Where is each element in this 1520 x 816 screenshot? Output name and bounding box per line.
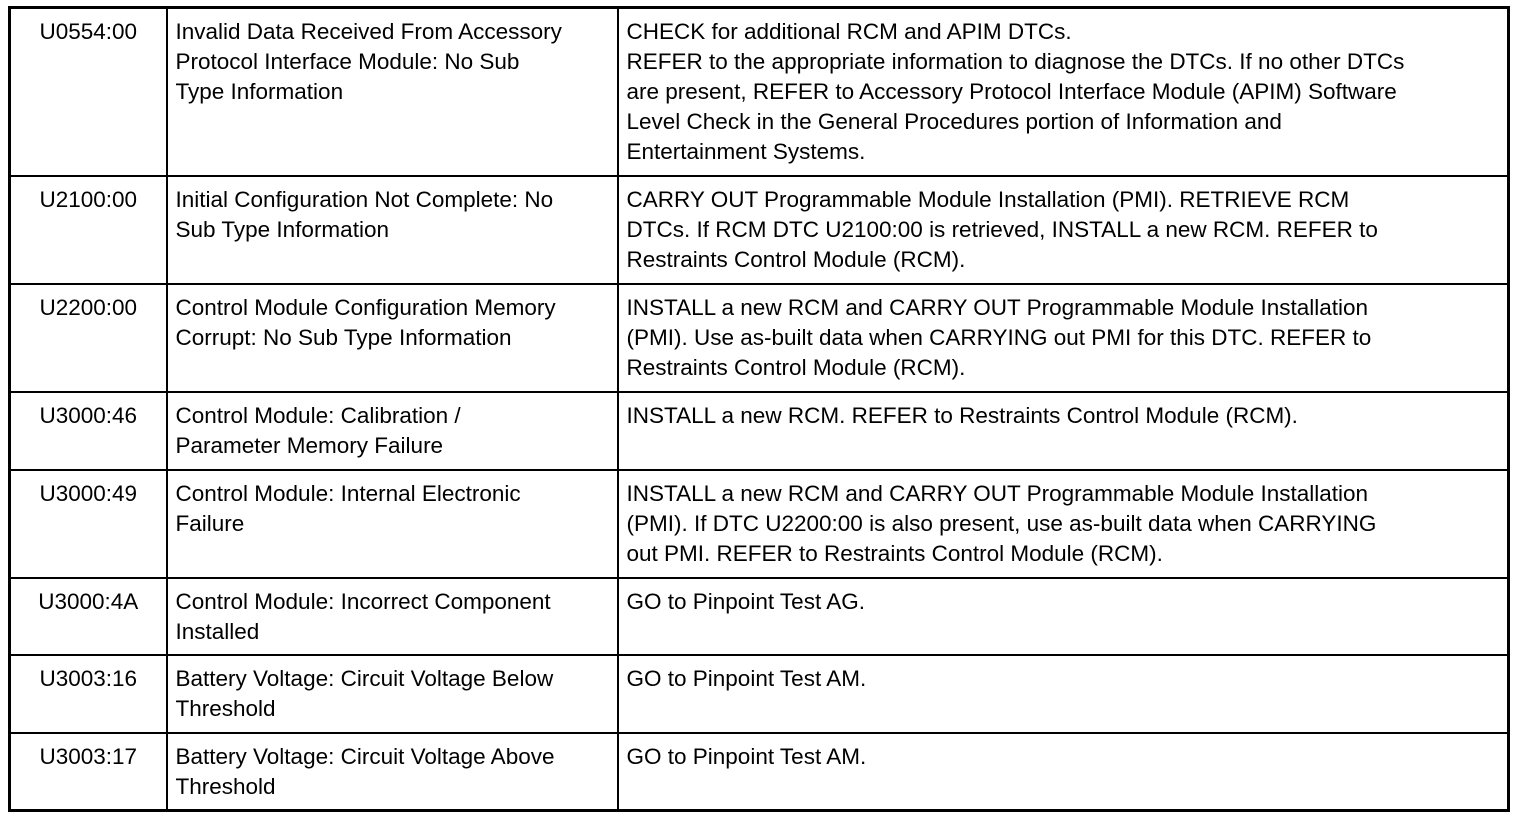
table-row (10, 176, 1509, 284)
dtc-code-cell: U0554:00 (10, 8, 167, 176)
dtc-action-cell: INSTALL a new RCM and CARRY OUT Programmable Module Installation (PMI). If DTC U2200:00 is also present, use as-built data when CARRYING out PMI. REFER to Restraints Control Module (RCM). (618, 470, 1509, 578)
dtc-description-cell: Control Module: Calibration / Parameter Memory Failure (167, 392, 618, 470)
dtc-description-cell: Control Module Configuration Memory Corrupt: No Sub Type Information (167, 284, 618, 392)
dtc-table (8, 6, 1510, 812)
dtc-action-cell: GO to Pinpoint Test AM. (618, 733, 1509, 811)
dtc-description-cell: Control Module: Incorrect Component Installed (167, 578, 618, 655)
dtc-code-cell: U3000:4A (10, 578, 167, 655)
table-row (10, 578, 1509, 655)
dtc-description-cell: Battery Voltage: Circuit Voltage Below Threshold (167, 655, 618, 733)
dtc-code-cell: U3003:16 (10, 655, 167, 733)
dtc-action-cell: CHECK for additional RCM and APIM DTCs. REFER to the appropriate information to diagnose the DTCs. If no other DTCs are present, REFER to Accessory Protocol Interface Module (APIM) Software Level Check in the General Procedures portion of Information and Entertainment Systems. (618, 8, 1509, 176)
dtc-description-cell: Initial Configuration Not Complete: No Sub Type Information (167, 176, 618, 284)
dtc-action-cell: GO to Pinpoint Test AM. (618, 655, 1509, 733)
dtc-action-cell: INSTALL a new RCM. REFER to Restraints Control Module (RCM). (618, 392, 1509, 470)
dtc-code-cell: U3000:49 (10, 470, 167, 578)
dtc-action-cell: GO to Pinpoint Test AG. (618, 578, 1509, 655)
table-row (10, 392, 1509, 470)
dtc-action-cell: CARRY OUT Programmable Module Installation (PMI). RETRIEVE RCM DTCs. If RCM DTC U2100:00 is retrieved, INSTALL a new RCM. REFER to Restraints Control Module (RCM). (618, 176, 1509, 284)
dtc-code-cell: U3000:46 (10, 392, 167, 470)
dtc-description-cell: Battery Voltage: Circuit Voltage Above Threshold (167, 733, 618, 811)
table-row (10, 733, 1509, 811)
table-row (10, 470, 1509, 578)
table-row (10, 8, 1509, 176)
dtc-code-cell: U2100:00 (10, 176, 167, 284)
dtc-action-cell: INSTALL a new RCM and CARRY OUT Programmable Module Installation (PMI). Use as-built data when CARRYING out PMI for this DTC. REFER to Restraints Control Module (RCM). (618, 284, 1509, 392)
dtc-code-cell: U3003:17 (10, 733, 167, 811)
dtc-description-cell: Invalid Data Received From Accessory Protocol Interface Module: No Sub Type Information (167, 8, 618, 176)
table-row (10, 284, 1509, 392)
dtc-code-cell: U2200:00 (10, 284, 167, 392)
dtc-description-cell: Control Module: Internal Electronic Failure (167, 470, 618, 578)
table-row (10, 655, 1509, 733)
